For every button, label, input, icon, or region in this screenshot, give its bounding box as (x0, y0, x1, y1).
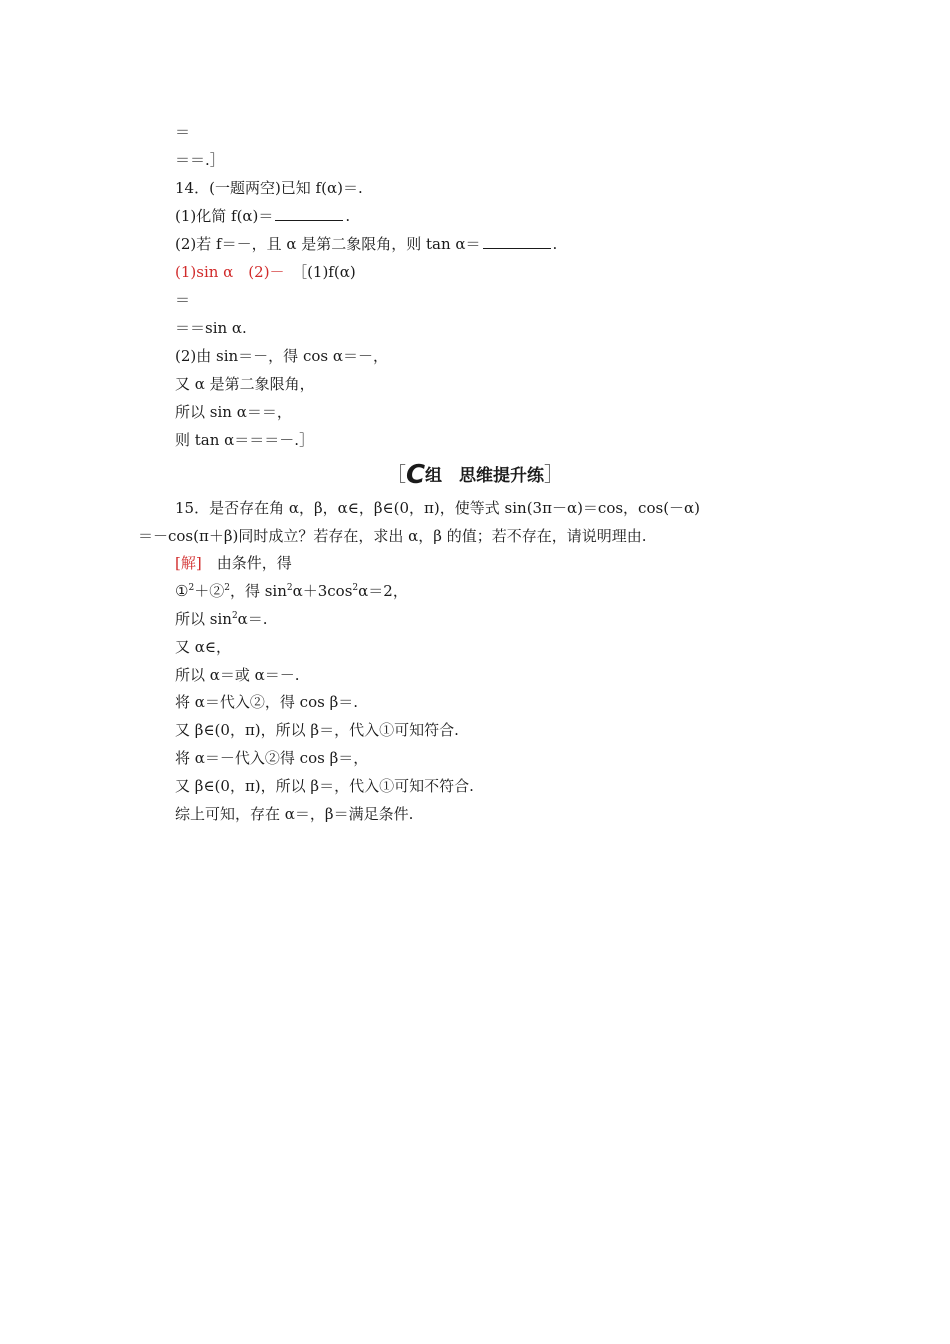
question-14-part1 (175, 206, 350, 226)
question-14-title: 14．(一题两空)已知 f(α)＝. (175, 179, 363, 197)
answer-blank (483, 235, 551, 249)
answer-key: (1)sin α (2)－ (175, 263, 285, 281)
solution-label: [解] (175, 554, 202, 572)
question-14-part2 (175, 234, 557, 254)
eq-part: ，得 sin (229, 582, 287, 600)
part2-text: (2)若 f＝－，且 α 是第二象限角，则 tan α＝ (175, 235, 481, 253)
eq-part: ＋② (194, 582, 225, 600)
answer-blank (275, 207, 343, 221)
eq-part: 所以 sin (175, 610, 232, 628)
exponent: 2 (231, 611, 238, 621)
question-15-line1: 15．是否存在角 α，β，α∈，β∈(0，π)，使等式 sin(3π－α)＝cos，cos(－α) (175, 499, 701, 517)
eq-part: α＋3cos (292, 582, 353, 600)
part1-text: (1)化简 f(α)＝ (175, 207, 274, 225)
answer-line (175, 262, 356, 282)
eq-part: α＝2， (358, 582, 408, 600)
text-line: 又 α 是第二象限角， (175, 375, 315, 393)
explanation-start: ［(1)f(α) (284, 263, 356, 281)
text-line: 又 α∈， (175, 638, 232, 656)
text-line: 将 α＝代入②，得 cos β＝. (175, 693, 359, 711)
heading-open-bracket: ［ (385, 462, 406, 486)
solution-start (175, 553, 292, 573)
eq-part: ① (175, 582, 189, 600)
exponent: 2 (188, 583, 195, 593)
text-line: 所以 α＝或 α＝－. (175, 666, 300, 684)
heading-text: 组 思维提升练 (425, 466, 545, 486)
eq-part: α＝. (237, 610, 268, 628)
text-line: (2)由 sin＝－，得 cos α＝－， (175, 347, 388, 365)
exponent: 2 (286, 583, 293, 593)
conclusion-line: 综上可知，存在 α＝，β＝满足条件. (175, 805, 414, 823)
text-line: 将 α＝－代入②得 cos β＝， (175, 749, 369, 767)
heading-close-bracket: ］ (544, 462, 565, 486)
question-15-line2: ＝－cos(π＋β)同时成立？若存在，求出 α，β 的值；若不存在，请说明理由. (138, 527, 647, 545)
exponent: 2 (224, 583, 230, 593)
text-line: ＝＝.］ (175, 151, 225, 169)
group-c-mark: C (405, 460, 426, 490)
text-line: ＝ (175, 123, 191, 141)
section-heading (0, 458, 950, 490)
text-line: 则 tan α＝＝＝－.］ (175, 431, 315, 449)
text-line: ＝＝sin α. (175, 319, 247, 337)
text-line: 所以 sin α＝＝， (175, 403, 292, 421)
sin-squared-line (175, 609, 268, 629)
squared-sum-line (175, 581, 408, 601)
solution-text: 由条件，得 (201, 554, 292, 572)
part1-end: . (345, 207, 351, 225)
text-line: 又 β∈(0，π)，所以 β＝，代入①可知不符合. (175, 777, 474, 795)
text-line: ＝ (175, 291, 191, 309)
text-line: 又 β∈(0，π)，所以 β＝，代入①可知符合. (175, 721, 459, 739)
part2-end: . (552, 235, 558, 253)
exponent: 2 (352, 583, 359, 593)
